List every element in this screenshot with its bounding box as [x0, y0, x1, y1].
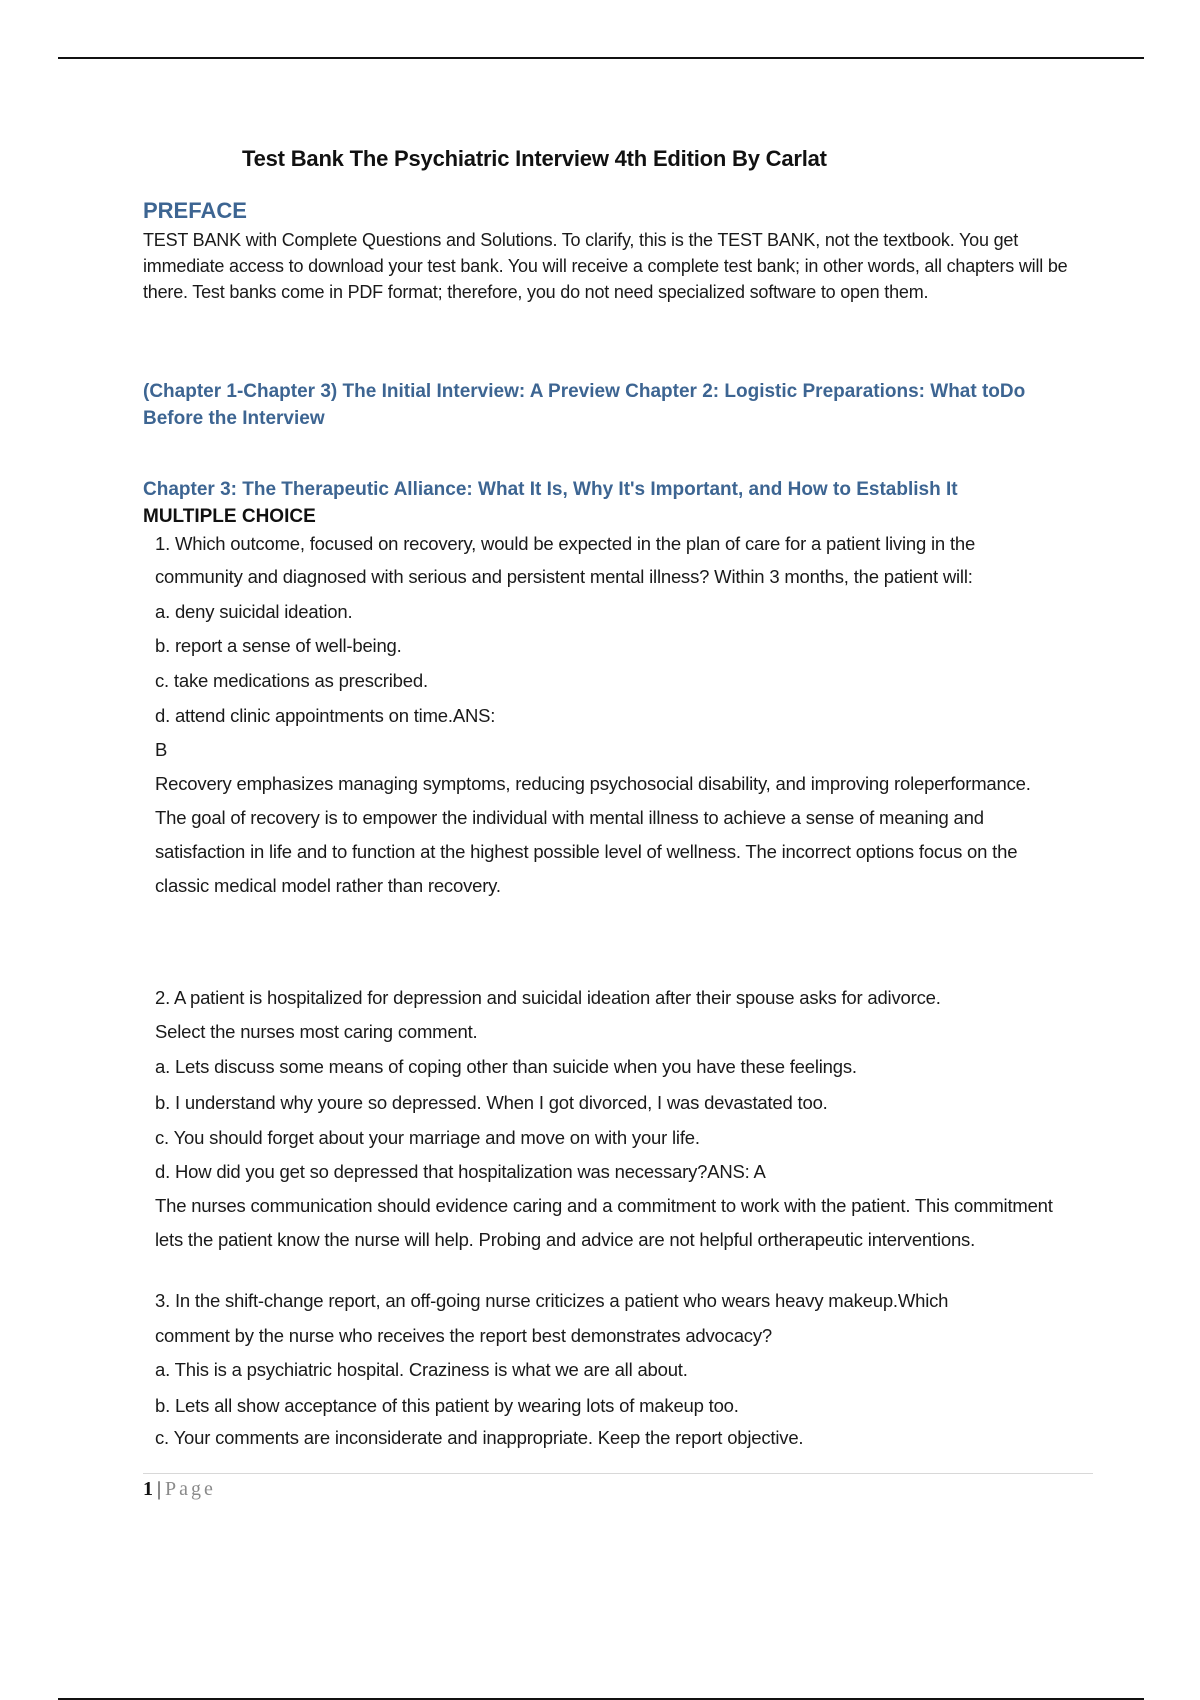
page-word: Page: [165, 1478, 216, 1500]
question-2-option-b: b. I understand why youre so depressed. When I got divorced, I was devastated too.: [155, 1092, 828, 1113]
question-1-option-a: a. deny suicidal ideation.: [155, 601, 353, 622]
question-1-rationale: The goal of recovery is to empower the individual with mental illness to achieve a sense of meaning and: [155, 807, 984, 828]
page-separator: |: [157, 1478, 162, 1500]
question-2-option-d: d. How did you get so depressed that hospitalization was necessary?ANS: A: [155, 1161, 766, 1182]
question-3-option-b: b. Lets all show acceptance of this patient by wearing lots of makeup too.: [155, 1395, 739, 1416]
question-1-stem: 1. Which outcome, focused on recovery, would be expected in the plan of care for a patient living in the: [155, 533, 976, 554]
question-1-option-d: d. attend clinic appointments on time.ANS:: [155, 705, 496, 726]
question-1-rationale: Recovery emphasizes managing symptoms, reducing psychosocial disability, and improving roleperformance.: [155, 773, 1031, 794]
document-title: Test Bank The Psychiatric Interview 4th Edition By Carlat: [242, 146, 827, 171]
question-2-rationale: lets the patient know the nurse will help. Probing and advice are not helpful ortherapeutic interventions.: [155, 1229, 976, 1250]
question-2-option-a: a. Lets discuss some means of coping other than suicide when you have these feelings.: [155, 1056, 857, 1077]
question-3-stem: 3. In the shift-change report, an off-going nurse criticizes a patient who wears heavy makeup.Which: [155, 1290, 949, 1311]
preface-heading: PREFACE: [143, 198, 247, 223]
question-3-option-c: c. Your comments are inconsiderate and inappropriate. Keep the report objective.: [155, 1427, 804, 1448]
question-2-rationale: The nurses communication should evidence caring and a commitment to work with the patient. This commitment: [155, 1195, 1053, 1216]
question-2-stem: 2. A patient is hospitalized for depression and suicidal ideation after their spouse asks for adivorce.: [155, 987, 941, 1008]
page-number: 1: [143, 1478, 153, 1500]
multiple-choice-label: MULTIPLE CHOICE: [143, 506, 316, 527]
question-3-option-a: a. This is a psychiatric hospital. Craziness is what we are all about.: [155, 1359, 688, 1380]
page-footer: [143, 1478, 216, 1501]
question-1-stem-cont: community and diagnosed with serious and persistent mental illness? Within 3 months, the patient will:: [155, 566, 973, 587]
top-rule: [58, 57, 1144, 59]
question-2-option-c: c. You should forget about your marriage and move on with your life.: [155, 1127, 700, 1148]
question-2-stem-cont: Select the nurses most caring comment.: [155, 1021, 478, 1042]
footer-rule: [143, 1473, 1093, 1474]
question-1-option-b: b. report a sense of well-being.: [155, 635, 402, 656]
preface-text: TEST BANK with Complete Questions and Solutions. To clarify, this is the TEST BANK, not the textbook. You get immediate access to download your test bank. You will receive a complete test bank; in other words, all chapters will be there. Test banks come in PDF format; therefore, you do not need specialized software to open them.: [143, 230, 1068, 302]
question-1-rationale: satisfaction in life and to function at the highest possible level of wellness. The incorrect options focus on the: [155, 841, 1018, 862]
question-3-stem-cont: comment by the nurse who receives the report best demonstrates advocacy?: [155, 1325, 772, 1346]
question-1-rationale: classic medical model rather than recovery.: [155, 875, 501, 896]
question-1-option-c: c. take medications as prescribed.: [155, 670, 428, 691]
chapter-heading-1: (Chapter 1-Chapter 3) The Initial Interview: A Preview Chapter 2: Logistic Preparations: What toDo Before the Interview: [143, 381, 1026, 429]
question-1-answer: B: [155, 739, 168, 760]
chapter-heading-2: Chapter 3: The Therapeutic Alliance: What It Is, Why It's Important, and How to Establish It: [143, 479, 958, 500]
